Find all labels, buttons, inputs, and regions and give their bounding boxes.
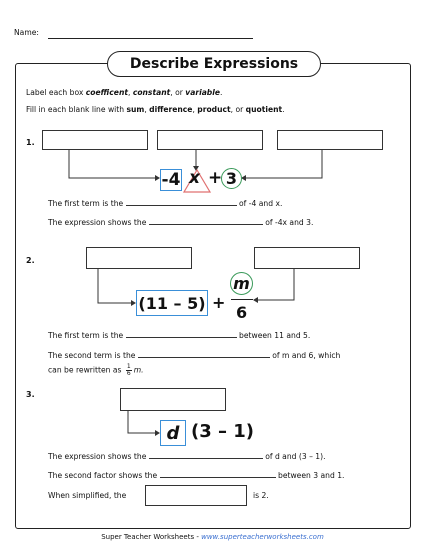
q3-variable-box: d bbox=[160, 420, 186, 446]
q2-blank-2[interactable] bbox=[138, 357, 270, 358]
footer-url[interactable]: www.superteacherworksheets.com bbox=[201, 533, 324, 541]
q1-plus: + bbox=[208, 168, 223, 188]
page-title: Describe Expressions bbox=[107, 51, 321, 77]
q3-group: (3 – 1) bbox=[191, 421, 255, 442]
q1-label-box-variable[interactable] bbox=[157, 130, 263, 150]
q2-plus: + bbox=[212, 293, 226, 312]
q3-label-box[interactable] bbox=[120, 388, 226, 411]
footer-brand: Super Teacher Worksheets - bbox=[101, 533, 202, 541]
name-label: Name: bbox=[14, 28, 39, 37]
q1-constant-circle: 3 bbox=[221, 168, 242, 189]
q3-sentence-3-end: is 2. bbox=[253, 491, 269, 500]
q2-frac-numerator-circle: m bbox=[230, 272, 253, 295]
question-1-number: 1. bbox=[26, 138, 35, 147]
footer bbox=[0, 533, 425, 541]
q1-blank-2[interactable] bbox=[149, 224, 263, 225]
q2-fraction-bar bbox=[231, 299, 253, 300]
q3-blank-1[interactable] bbox=[149, 458, 263, 459]
question-3-number: 3. bbox=[26, 390, 35, 399]
q2-blank-1[interactable] bbox=[126, 337, 237, 338]
q1-label-box-coefficient[interactable] bbox=[42, 130, 148, 150]
q1-label-box-constant[interactable] bbox=[277, 130, 383, 150]
question-2-number: 2. bbox=[26, 256, 35, 265]
q2-frac-denominator: 6 bbox=[236, 303, 248, 322]
q3-answer-box[interactable] bbox=[145, 485, 247, 506]
q1-coefficient-box: -4 bbox=[161, 170, 181, 190]
q3-sentence-3: When simplified, the bbox=[48, 491, 127, 500]
q2-group-box: (11 – 5) bbox=[136, 290, 208, 316]
q2-label-box-2[interactable] bbox=[254, 247, 360, 269]
q3-sentence-2: The second factor shows the between 3 and 1. bbox=[48, 471, 345, 480]
q2-label-box-1[interactable] bbox=[86, 247, 192, 269]
q2-sentence-1: The first term is the between 11 and 5. bbox=[48, 331, 311, 340]
q1-sentence-1: The first term is the of -4 and x. bbox=[48, 199, 283, 208]
q1-blank-1[interactable] bbox=[126, 205, 237, 206]
q3-sentence-1: The expression shows the of d and (3 – 1). bbox=[48, 452, 326, 461]
q2-sentence-2: The second term is the of m and 6, which bbox=[48, 351, 341, 360]
q1-sentence-2: The expression shows the of -4x and 3. bbox=[48, 218, 314, 227]
instruction-line-2: Fill in each blank line with sum, difference, product, or quotient. bbox=[26, 105, 285, 114]
q3-blank-2[interactable] bbox=[160, 477, 276, 478]
q1-variable: x bbox=[189, 168, 200, 188]
q2-small-fraction: $\frac{1}{6}$ bbox=[126, 363, 131, 377]
instruction-line-1: Label each box coefficent, constant, or variable. bbox=[26, 88, 223, 97]
q2-sentence-3: can be rewritten as $\frac{1}{6}$ m. bbox=[48, 363, 144, 377]
